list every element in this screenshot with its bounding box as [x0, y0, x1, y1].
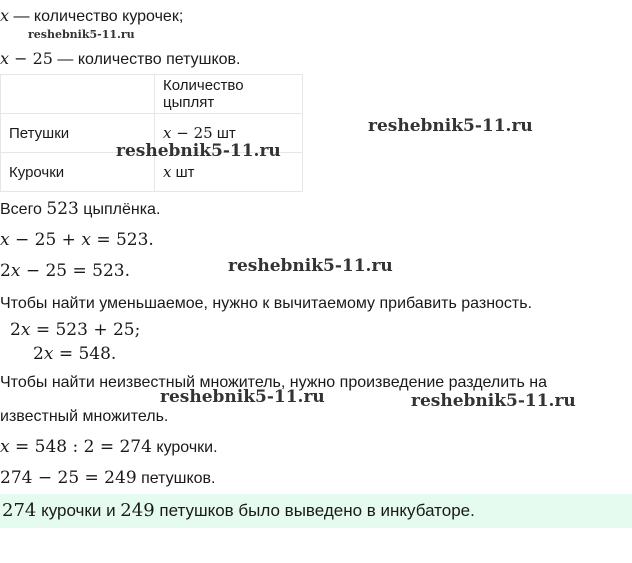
total-line: Всего 523 цыплёнка. [0, 199, 161, 219]
row-value: x шт [155, 153, 303, 192]
table-header-row [1, 75, 303, 114]
equation-4: 2x = 548. [33, 344, 117, 364]
row-label: Курочки [1, 153, 155, 192]
watermark: reshebnik5-11.ru [160, 387, 325, 407]
var-x: x [0, 6, 10, 25]
answer-box [0, 494, 632, 528]
watermark: reshebnik5-11.ru [368, 116, 533, 136]
statement-roosters: x − 25 — количество петушков. [0, 49, 241, 68]
equation-3: 2x = 523 + 25; [10, 320, 141, 340]
equation-5: x = 548 : 2 = 274 курочки. [0, 437, 218, 457]
equation-1: x − 25 + x = 523. [0, 230, 154, 250]
watermark: reshebnik5-11.ru [28, 28, 135, 41]
equation-2: 2x − 25 = 523. [0, 261, 131, 281]
answer-text: 274 курочки и 249 петушков было выведено в инкубаторе. [2, 500, 475, 521]
watermark: reshebnik5-11.ru [116, 141, 281, 161]
row-label: Петушки [1, 114, 155, 153]
watermark: reshebnik5-11.ru [411, 391, 576, 411]
watermark: reshebnik5-11.ru [228, 256, 393, 276]
chicks-table [0, 74, 303, 192]
statement-hens: x — количество курочек; [0, 6, 184, 25]
table-header-cell: Количество цыплят [155, 75, 303, 114]
rule-factor-line2: известный множитель. [0, 408, 169, 425]
table-cell-empty [1, 75, 155, 114]
rule-minuend: Чтобы найти уменьшаемое, нужно к вычитаемому прибавить разность. [0, 295, 533, 312]
rule-factor-line1: Чтобы найти неизвестный множитель, нужно произведение разделить на [0, 374, 548, 391]
equation-6: 274 − 25 = 249 петушков. [0, 468, 216, 488]
row-value: x − 25 шт [155, 114, 303, 153]
